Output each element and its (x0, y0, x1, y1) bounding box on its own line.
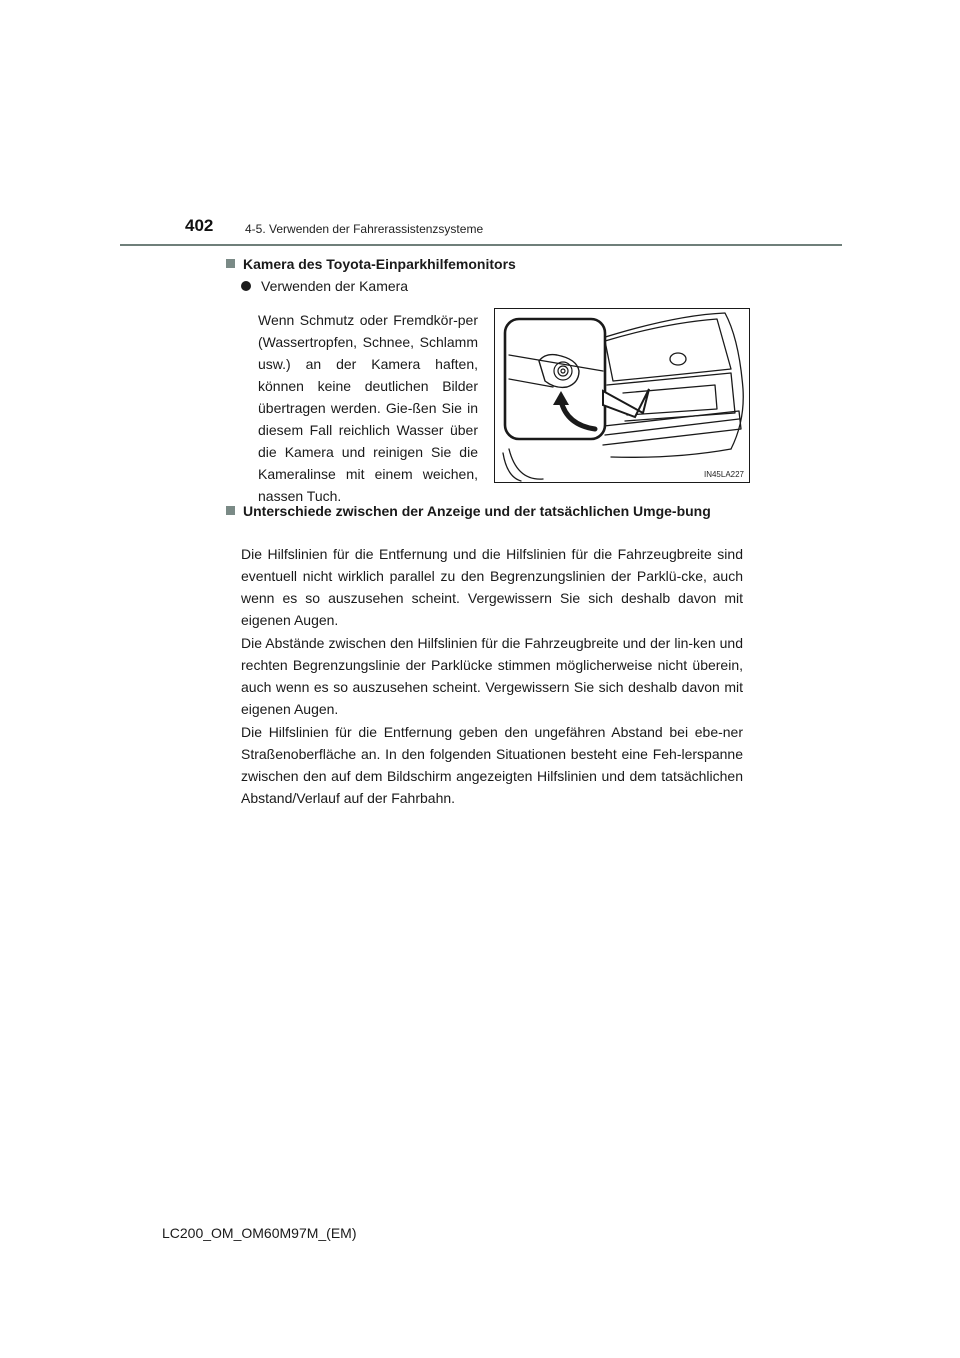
camera-bullet-text: Verwenden der Kamera (261, 278, 409, 294)
footer-code: LC200_OM_OM60M97M_(EM) (162, 1225, 357, 1241)
square-bullet-icon (226, 506, 235, 515)
camera-heading (226, 256, 516, 272)
differences-paragraph-3: Die Hilfslinien für die Entfernung geben den ungefähren Abstand bei ebe-ner Straßenoberfläche an. In den folgenden Situationen besteht eine Feh-lerspanne zwischen den auf dem Bildschirm angezeigten Hilfslinien und dem tatsächlichen Abstand/Verlauf auf der Fahrbahn. (241, 724, 743, 806)
camera-bullet (241, 278, 408, 294)
camera-figure (494, 308, 750, 483)
square-bullet-icon (226, 259, 235, 268)
differences-paragraph-1: Die Hilfslinien für die Entfernung und die Hilfslinien für die Fahrzeugbreite sind eventuell nicht wirklich parallel zu den Begrenzungslinien der Parklü-cke, auch wenn es so auszusehen scheint. Vergewissern Sie sich deshalb davon mit eigenen Augen. (241, 546, 743, 628)
figure-id: IN45LA227 (703, 470, 744, 479)
differences-paragraph-2: Die Abstände zwischen den Hilfslinien für die Fahrzeugbreite und der lin-ken und rechten Begrenzungslinie der Parklücke stimmen möglicherweise nicht überein, auch wenn es so auszusehen scheint. Vergewissern Sie sich deshalb davon mit eigenen Augen. (241, 635, 743, 717)
camera-cleaning-text: Wenn Schmutz oder Fremdkör-per (Wassertropfen, Schnee, Schlamm usw.) an der Kamera haften, können keine deutlichen Bilder übertragen werden. Gie-ßen Sie in diesem Fall reichlich Wasser über die Kamera und reinigen Sie die Kameralinse mit einem weichen, nassen Tuch. (258, 312, 478, 504)
section-title: 4-5. Verwenden der Fahrerassistenzsysteme (245, 222, 484, 236)
header-rule (120, 244, 842, 246)
page-number: 402 (185, 216, 214, 235)
differences-heading (226, 500, 746, 522)
rear-camera-illustration (495, 309, 749, 482)
differences-heading-text: Unterschiede zwischen der Anzeige und der tatsächlichen Umge-bung (243, 503, 711, 519)
camera-heading-text: Kamera des Toyota-Einparkhilfemonitors (243, 256, 516, 272)
round-bullet-icon (241, 281, 251, 291)
